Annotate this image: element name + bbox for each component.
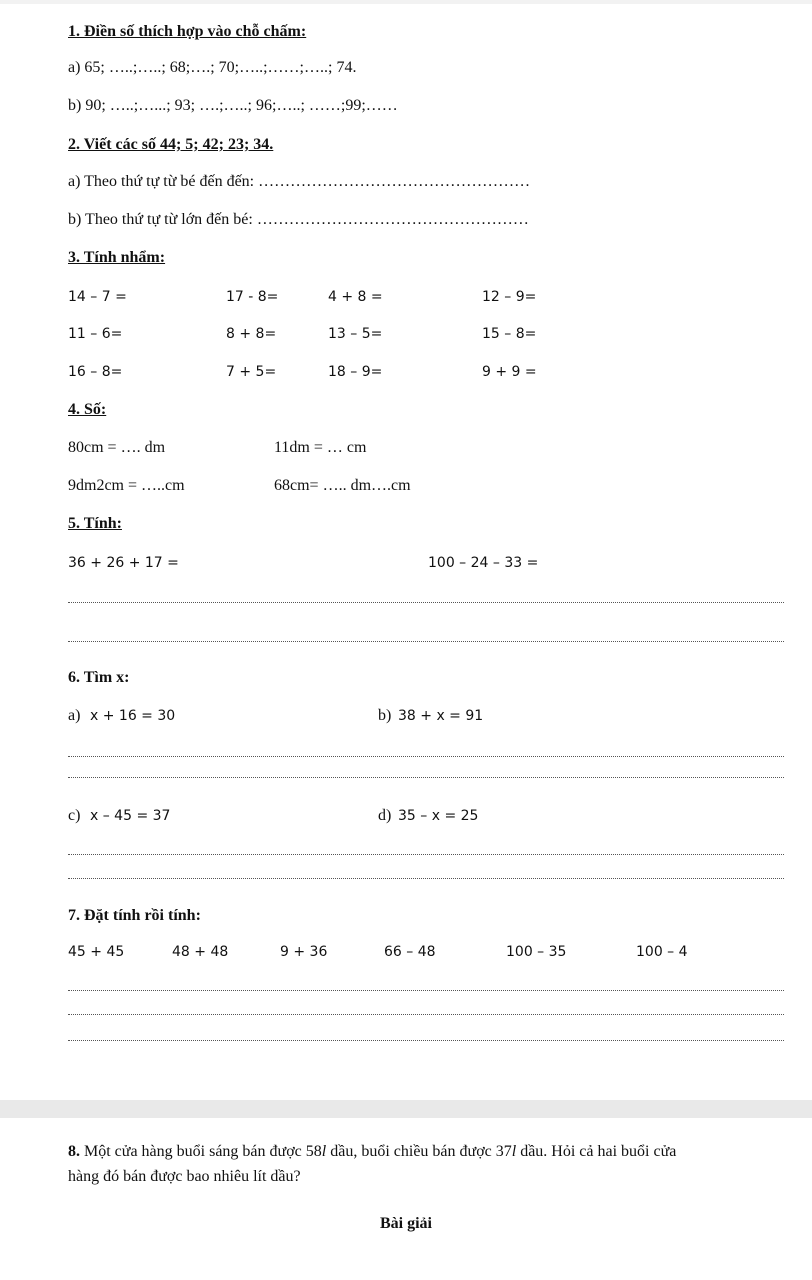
word-problem-line-1 xyxy=(68,1142,676,1162)
column-calc-item: 9 + 36 xyxy=(280,944,328,960)
word-problem-line-2: hàng đó bán được bao nhiêu lít dầu? xyxy=(68,1168,301,1185)
mental-math-expr: 4 + 8 = xyxy=(328,289,383,305)
mental-math-expr: 7 + 5= xyxy=(226,364,277,380)
find-x-label-d: d) xyxy=(378,807,392,824)
problem-text-part: dầu. Hỏi cả hai buổi cửa xyxy=(516,1143,677,1160)
calc-expression-1: 36 + 26 + 17 = xyxy=(68,555,179,571)
liter-unit: l xyxy=(511,1143,517,1160)
column-calc-item: 48 + 48 xyxy=(172,944,229,960)
section-3-title: 3. Tính nhẩm: xyxy=(68,249,166,266)
mental-math-expr: 13 – 5= xyxy=(328,326,383,342)
column-calc-item: 100 – 4 xyxy=(636,944,688,960)
mental-math-expr: 8 + 8= xyxy=(226,326,277,342)
answer-line xyxy=(68,602,784,603)
section-2-item-b: b) Theo thứ tự từ lớn đến bé: …………………………………………… xyxy=(68,211,529,228)
section-4-title: 4. Số: xyxy=(68,401,107,418)
answer-line xyxy=(68,990,784,991)
mental-math-expr: 9 + 9 = xyxy=(482,364,537,380)
find-x-equation-a: x + 16 = 30 xyxy=(90,708,176,724)
find-x-label-a: a) xyxy=(68,707,81,724)
problem-text-part: Một cửa hàng buổi sáng bán được 58 xyxy=(84,1143,322,1160)
column-calc-item: 45 + 45 xyxy=(68,944,125,960)
unit-conversion-item: 9dm2cm = …..cm xyxy=(68,477,185,494)
section-1-title: 1. Điền số thích hợp vào chỗ chấm: xyxy=(68,23,307,40)
answer-line xyxy=(68,777,784,778)
find-x-equation-d: 35 – x = 25 xyxy=(398,808,479,824)
mental-math-expr: 17 - 8= xyxy=(226,289,279,305)
section-1-item-b: b) 90; …..;…...; 93; ….;…..; 96;…..; ……;99;…… xyxy=(68,97,398,114)
find-x-equation-c: x – 45 = 37 xyxy=(90,808,171,824)
calc-expression-2: 100 – 24 – 33 = xyxy=(428,555,539,571)
problem-number: 8. xyxy=(68,1143,80,1160)
top-divider xyxy=(0,0,812,4)
find-x-label-c: c) xyxy=(68,807,81,824)
column-calc-item: 66 – 48 xyxy=(384,944,436,960)
column-calc-item: 100 – 35 xyxy=(506,944,567,960)
section-7-title: 7. Đặt tính rồi tính: xyxy=(68,907,201,924)
answer-line xyxy=(68,756,784,757)
find-x-label-b: b) xyxy=(378,707,392,724)
mental-math-expr: 15 – 8= xyxy=(482,326,537,342)
section-1-item-a: a) 65; …..;…..; 68;….; 70;…..;……;…..; 74. xyxy=(68,59,357,76)
problem-text-part: dầu, buổi chiều bán được 37 xyxy=(326,1143,512,1160)
mental-math-expr: 16 – 8= xyxy=(68,364,123,380)
find-x-equation-b: 38 + x = 91 xyxy=(398,708,484,724)
unit-conversion-item: 11dm = … cm xyxy=(274,439,367,456)
section-6-title: 6. Tìm x: xyxy=(68,669,130,686)
section-2-title: 2. Viết các số 44; 5; 42; 23; 34. xyxy=(68,136,274,153)
section-5-title: 5. Tính: xyxy=(68,515,122,532)
liter-unit: l xyxy=(321,1143,327,1160)
unit-conversion-item: 80cm = …. dm xyxy=(68,439,166,456)
answer-line xyxy=(68,878,784,879)
answer-line xyxy=(68,1014,784,1015)
worksheet-page-2 xyxy=(0,1118,812,1280)
solution-heading: Bài giải xyxy=(379,1215,432,1232)
answer-line xyxy=(68,1040,784,1041)
answer-line xyxy=(68,854,784,855)
mental-math-expr: 11 – 6= xyxy=(68,326,123,342)
unit-conversion-item: 68cm= ….. dm….cm xyxy=(274,477,411,494)
section-2-item-a: a) Theo thứ tự từ bé đến đến: …………………………………………… xyxy=(68,173,531,190)
mental-math-expr: 12 – 9= xyxy=(482,289,537,305)
answer-line xyxy=(68,641,784,642)
mental-math-expr: 14 – 7 = xyxy=(68,289,127,305)
mental-math-expr: 18 – 9= xyxy=(328,364,383,380)
